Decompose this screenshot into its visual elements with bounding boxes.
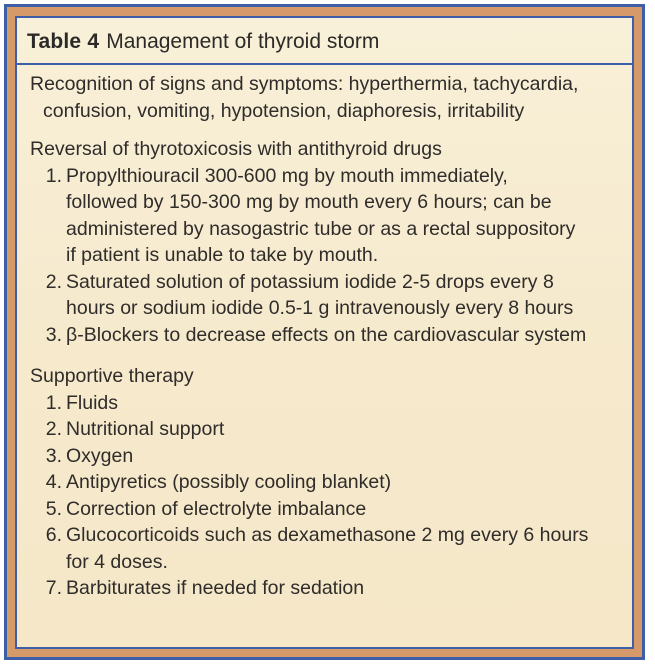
list-item: [30, 575, 632, 602]
list-item: [30, 443, 632, 470]
list-item: [30, 416, 632, 443]
section-reversal: [17, 136, 632, 348]
item-line: Glucocorticoids such as dexamethasone 2 mg every 6 hours: [66, 524, 589, 546]
item-text: [66, 416, 632, 443]
item-line: Oxygen: [66, 444, 134, 467]
list-item: [30, 522, 632, 575]
item-text: [66, 163, 632, 269]
table-blue-border: [15, 16, 634, 649]
item-text: [66, 496, 632, 523]
recognition-line-2: confusion, vomiting, hypotension, diaphoresis, irritability: [43, 99, 525, 122]
item-line: administered by nasogastric tube or as a rectal suppository: [66, 217, 576, 240]
table-label: Table 4: [27, 30, 100, 53]
item-number: 6.: [45, 524, 62, 546]
item-line: Propylthiouracil 300-600 mg by mouth immediately,: [66, 164, 508, 187]
item-line: if patient is unable to take by mouth.: [66, 244, 379, 266]
item-line: Fluids: [66, 391, 119, 414]
supportive-list: [30, 390, 632, 602]
list-item: [30, 496, 632, 523]
item-line: β-Blockers to decrease effects on the cardiovascular system: [66, 323, 587, 346]
table-title-row: [17, 29, 632, 55]
item-number: 1.: [45, 164, 62, 187]
item-text: [66, 322, 632, 349]
recognition-line-1: Recognition of signs and symptoms: hyperthermia, tachycardia,: [30, 73, 579, 95]
item-number: 3.: [45, 444, 62, 467]
item-number: 3.: [45, 323, 62, 346]
reversal-heading: Reversal of thyrotoxicosis with antithyroid drugs: [30, 138, 442, 160]
item-number: 5.: [45, 497, 62, 520]
item-line: hours or sodium iodide 0.5-1 g intravenously every 8 hours: [66, 297, 574, 319]
section-recognition: [17, 71, 632, 124]
item-text: [66, 269, 632, 322]
title-divider: [17, 63, 632, 65]
section-supportive: [17, 363, 632, 602]
supportive-heading: Supportive therapy: [30, 365, 194, 387]
item-text: [66, 469, 632, 496]
item-text: [66, 443, 632, 470]
item-line: Nutritional support: [66, 418, 225, 440]
item-line: Correction of electrolyte imbalance: [66, 497, 367, 520]
table-panel: [17, 18, 632, 647]
reversal-list: [30, 163, 632, 349]
item-number: 1.: [45, 391, 62, 414]
list-item: [30, 390, 632, 417]
list-item: [30, 469, 632, 496]
table-title: Management of thyroid storm: [106, 30, 380, 53]
item-text: [66, 390, 632, 417]
item-text: [66, 575, 632, 602]
item-line: Saturated solution of potassium iodide 2-5 drops every 8: [66, 270, 554, 293]
item-number: 2.: [45, 270, 62, 293]
item-number: 7.: [45, 577, 62, 599]
item-line: Antipyretics (possibly cooling blanket): [66, 471, 392, 493]
list-item: [30, 269, 632, 322]
table-outer-frame: [4, 4, 645, 660]
item-line: for 4 doses.: [66, 550, 168, 573]
item-text: [66, 522, 632, 575]
item-number: 2.: [45, 418, 62, 440]
item-number: 4.: [45, 471, 62, 493]
list-item: [30, 163, 632, 269]
list-item: [30, 322, 632, 349]
item-line: Barbiturates if needed for sedation: [66, 577, 365, 599]
item-line: followed by 150-300 mg by mouth every 6 hours; can be: [66, 191, 552, 213]
